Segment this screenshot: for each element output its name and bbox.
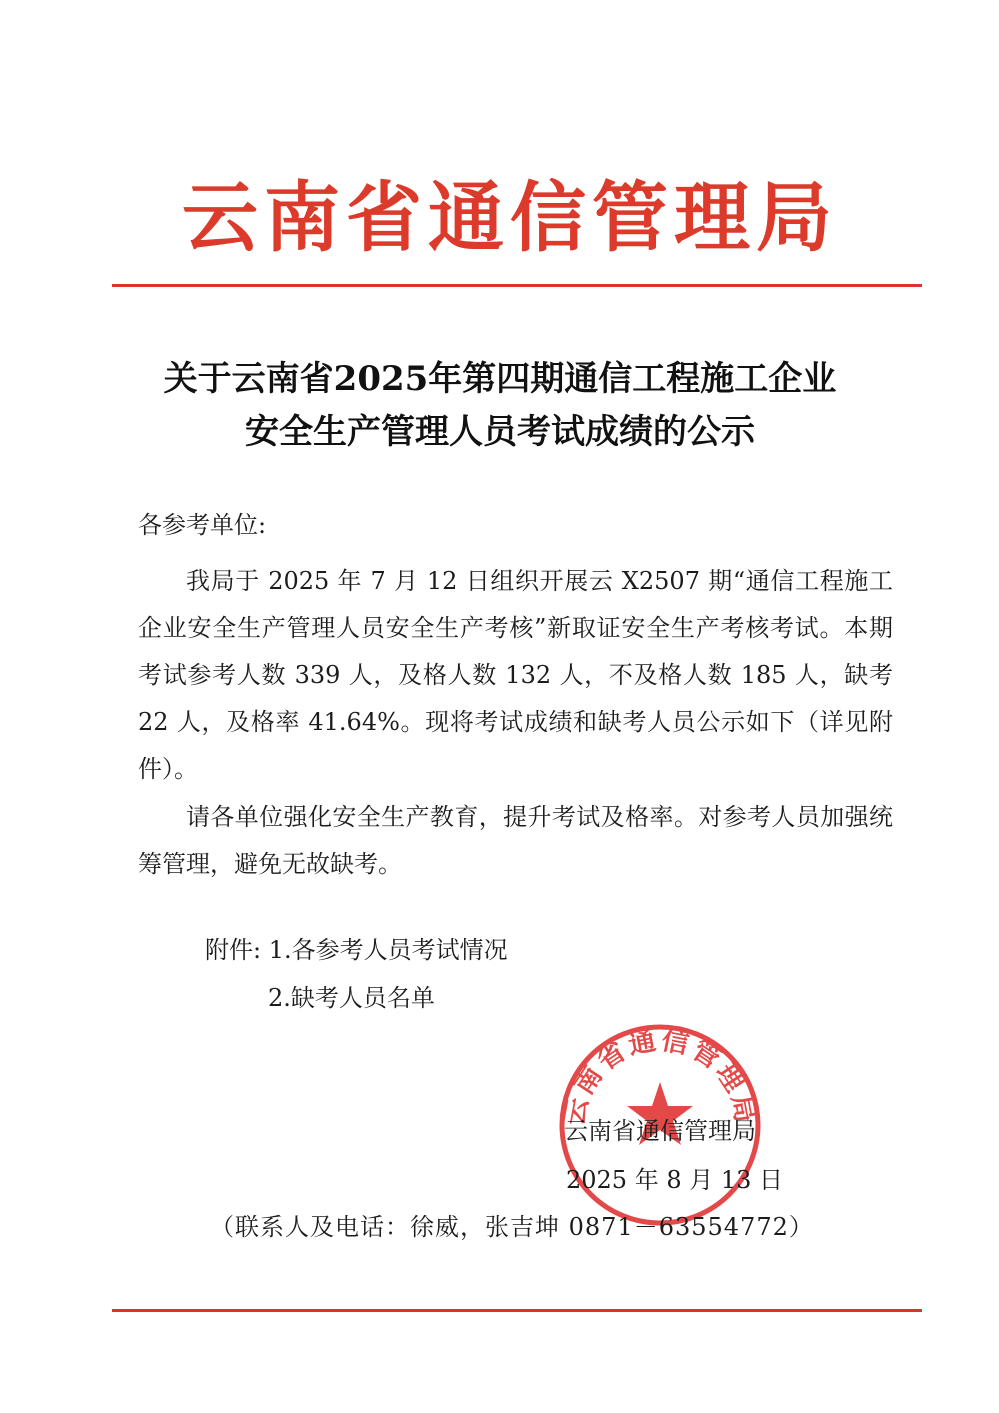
- attachment-item-1: 附件: 1.各参考人员考试情况: [205, 936, 508, 964]
- body-paragraph-2: 请各单位强化安全生产教育，提升考试及格率。对参考人员加强统筹管理，避免无故缺考。: [138, 803, 893, 878]
- document-title-line-2: 安全生产管理人员考试成绩的公示: [245, 412, 755, 452]
- seal-arc-text: 云南省通信管理局: [558, 1024, 762, 1128]
- attachment-item-2: 2.缺考人员名单: [268, 984, 435, 1012]
- signature-org: 云南省通信管理局: [564, 1117, 756, 1145]
- signature-date: 2025 年 8 月 13 日: [566, 1166, 784, 1194]
- salutation: 各参考单位:: [138, 511, 267, 539]
- contact-info: （联系人及电话：徐威，张吉坤 0871－63554772）: [210, 1213, 814, 1241]
- letterhead-org-name: 云南省通信管理局: [182, 173, 838, 262]
- document-title-line-1: 关于云南省2025年第四期通信工程施工企业: [163, 359, 837, 399]
- letterhead-red-rule: [112, 284, 922, 287]
- footer-red-rule: [112, 1309, 922, 1312]
- body-paragraph-1: 我局于 2025 年 7 月 12 日组织开展云 X2507 期“通信工程施工企业安全生产管理人员安全生产考核”新取证安全生产考核考试。本期考试参考人数 339 人，及格人数 132 人，不及格人数 185 人，缺考 22 人，及格率 41.64%。现将考试成绩和缺考人员公示如下（详见附件）。: [138, 567, 893, 783]
